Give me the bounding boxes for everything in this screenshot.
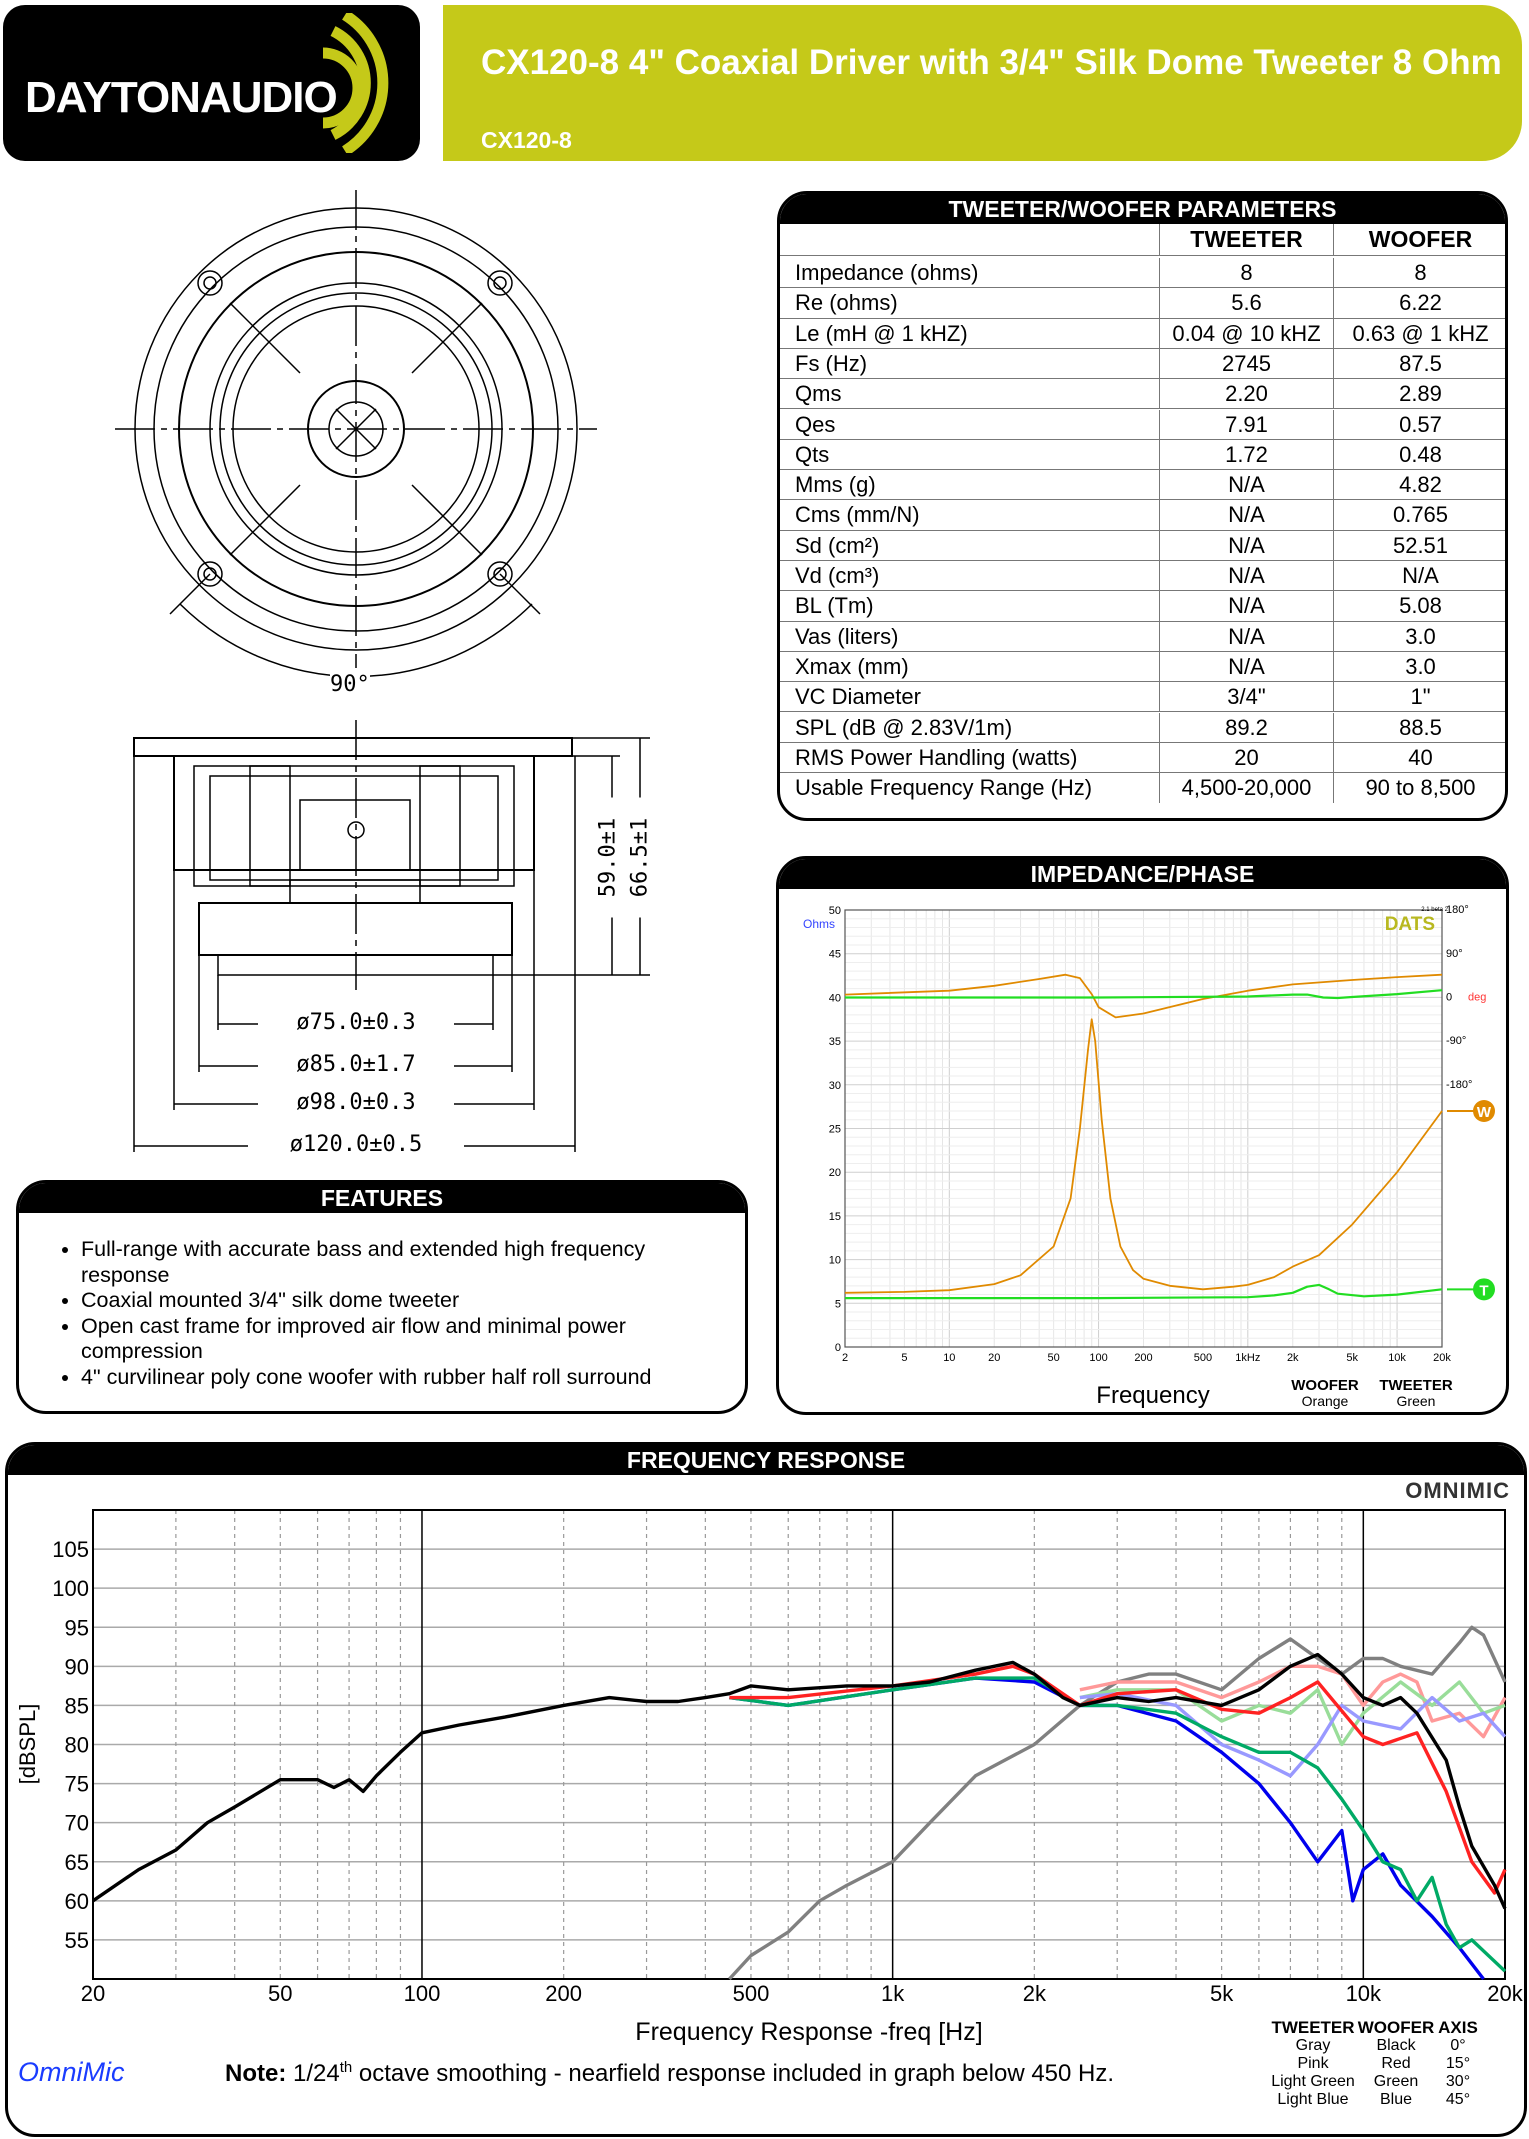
legend-header: AXIS <box>1438 2018 1478 2037</box>
features-title: FEATURES <box>19 1183 745 1213</box>
note-label: Note: <box>225 2060 287 2087</box>
tweeter-value: 8 <box>1159 258 1333 287</box>
tweeter-value: 5.6 <box>1159 288 1333 317</box>
y-tick-label: 30 <box>828 1079 841 1092</box>
woofer-value: 6.22 <box>1333 288 1507 317</box>
woofer-value: 0.57 <box>1333 410 1507 439</box>
parameter-row <box>780 682 1505 712</box>
parameter-row <box>780 440 1505 470</box>
x-tick-label: 500 <box>1193 1352 1213 1364</box>
legend-color-name: Green <box>1396 1393 1436 1409</box>
title-band <box>443 5 1522 161</box>
parameter-row <box>780 773 1505 803</box>
legend-cell: Light Green <box>1271 2073 1355 2090</box>
x-tick-label: 20k <box>1487 1981 1523 2006</box>
feature-item: • Coaxial mounted 3/4" silk dome tweeter <box>81 1288 721 1314</box>
legend-badge-letter: T <box>1479 1282 1489 1300</box>
y-tick-label: 95 <box>64 1615 89 1641</box>
feature-item: • 4" curvilinear poly cone woofer with rubber half roll surround <box>81 1365 721 1391</box>
tweeter-value: N/A <box>1159 652 1333 681</box>
y-tick-label: 25 <box>828 1123 841 1136</box>
model-number: CX120-8 <box>481 127 572 153</box>
legend-cell: Pink <box>1297 2055 1329 2072</box>
parameter-row <box>780 622 1505 652</box>
woofer-value: 88.5 <box>1333 713 1507 742</box>
y-tick-label: 75 <box>64 1771 89 1797</box>
tweeter-value: N/A <box>1159 622 1333 651</box>
tweeter-value: N/A <box>1159 561 1333 590</box>
smoothing-note <box>225 2059 1114 2088</box>
x-tick-label: 200 <box>1134 1352 1153 1364</box>
phase-tick-label: 90° <box>1446 947 1463 960</box>
tweeter-value: N/A <box>1159 591 1333 620</box>
features-panel <box>16 1180 748 1414</box>
legend-cell: Gray <box>1295 2037 1331 2054</box>
parameter-row <box>780 713 1505 743</box>
parameter-row <box>780 319 1505 349</box>
dimension-75: ø75.0±0.3 <box>258 1010 454 1035</box>
parameter-row <box>780 288 1505 318</box>
parameter-name: Impedance (ohms) <box>795 260 979 285</box>
legend-cell: Green <box>1373 2073 1419 2090</box>
woofer-value: 1" <box>1333 682 1507 711</box>
tweeter-value: 20 <box>1159 743 1333 772</box>
parameter-name: Cms (mm/N) <box>795 502 920 528</box>
height-dimension-66: 66.5±1 <box>628 798 653 918</box>
x-axis-label: Frequency Response -freq [Hz] <box>635 2018 983 2046</box>
x-tick-label: 200 <box>545 1981 583 2006</box>
y-tick-label: 5 <box>834 1298 841 1311</box>
tweeter-column-header: TWEETER <box>1159 224 1333 255</box>
y-axis-label: [dBSPL] <box>15 1703 40 1785</box>
x-tick-label: 50 <box>1047 1352 1060 1364</box>
woofer-value: 3.0 <box>1333 652 1507 681</box>
parameter-name: Qes <box>795 411 836 437</box>
woofer-value: 3.0 <box>1333 622 1507 651</box>
parameters-table <box>777 191 1508 821</box>
impedance-phase-panel <box>776 856 1509 1415</box>
x-tick-label: 1kHz <box>1235 1352 1261 1364</box>
x-tick-label: 10k <box>1388 1352 1406 1364</box>
legend-name: TWEETER <box>1379 1377 1453 1394</box>
x-tick-label: 100 <box>1089 1352 1108 1364</box>
x-tick-label: 20 <box>988 1352 1001 1364</box>
legend-color-name: Orange <box>1301 1393 1349 1409</box>
woofer-value: 8 <box>1333 258 1507 287</box>
impedance-chart <box>776 856 1509 1415</box>
sound-waves-icon <box>303 13 413 153</box>
parameter-name: Usable Frequency Range (Hz) <box>795 775 1093 801</box>
parameter-name: Le (mH @ 1 kHZ) <box>795 320 968 346</box>
x-axis-label: Frequency <box>1096 1382 1210 1409</box>
parameters-title: TWEETER/WOOFER PARAMETERS <box>780 194 1505 224</box>
tweeter-value: 0.04 @ 10 kHZ <box>1159 319 1333 348</box>
parameter-row <box>780 531 1505 561</box>
x-tick-label: 100 <box>403 1981 441 2006</box>
parameter-name: Qms <box>795 381 842 407</box>
legend-badge-letter: W <box>1476 1104 1492 1122</box>
woofer-value: 4.82 <box>1333 470 1507 499</box>
x-tick-label: 10 <box>943 1352 956 1364</box>
parameter-row <box>780 349 1505 379</box>
x-tick-label: 10k <box>1345 1981 1382 2006</box>
omnimic-software-label: OmniMic <box>18 2057 125 2087</box>
feature-item: • Open cast frame for improved air flow and minimal power compression <box>81 1314 721 1365</box>
y-tick-label: 20 <box>828 1167 841 1180</box>
parameter-name: Qts <box>795 441 830 467</box>
y-tick-label: 65 <box>64 1849 89 1875</box>
y-tick-label: 90 <box>64 1654 89 1680</box>
product-title: CX120-8 4" Coaxial Driver with 3/4" Silk Dome Tweeter 8 Ohm <box>481 43 1502 82</box>
tweeter-value: 3/4" <box>1159 682 1333 711</box>
legend-header: TWEETER <box>1271 2018 1355 2037</box>
dimension-85: ø85.0±1.7 <box>258 1052 454 1077</box>
y-tick-label: 100 <box>52 1576 89 1602</box>
x-tick-label: 1k <box>881 1981 905 2006</box>
y-tick-label: 85 <box>64 1693 89 1719</box>
dimension-98: ø98.0±0.3 <box>258 1090 454 1115</box>
tweeter-value: N/A <box>1159 531 1333 560</box>
x-tick-label: 20 <box>80 1981 106 2006</box>
tweeter-value: 2.20 <box>1159 379 1333 408</box>
y-tick-label: 45 <box>828 948 841 961</box>
parameter-row <box>780 743 1505 773</box>
parameter-row <box>780 410 1505 440</box>
version-label: 2.1 beta 2 <box>1421 907 1448 913</box>
phase-tick-label: 180° <box>1446 904 1469 917</box>
tweeter-value: N/A <box>1159 470 1333 499</box>
parameter-name: Xmax (mm) <box>795 653 909 679</box>
parameter-row <box>780 500 1505 530</box>
tweeter-value: 89.2 <box>1159 713 1333 742</box>
tweeter-value: 7.91 <box>1159 410 1333 439</box>
woofer-value: 0.63 @ 1 kHZ <box>1333 319 1507 348</box>
woofer-value: 0.765 <box>1333 500 1507 529</box>
parameter-row <box>780 379 1505 409</box>
legend-cell: Red <box>1381 2055 1411 2072</box>
dats-watermark: DATS <box>1384 914 1435 935</box>
parameter-name: Vd (cm³) <box>795 563 880 588</box>
parameter-name: Vas (liters) <box>795 623 899 649</box>
x-tick-label: 20k <box>1433 1352 1451 1364</box>
y-tick-label: 10 <box>828 1254 841 1267</box>
impedance-title: IMPEDANCE/PHASE <box>779 859 1506 889</box>
note-fraction: 1/24 <box>293 2060 340 2087</box>
legend-cell: Black <box>1376 2037 1416 2054</box>
x-tick-label: 5k <box>1210 1981 1234 2006</box>
parameter-row <box>780 470 1505 500</box>
series-line <box>729 1666 1505 1893</box>
parameter-name: SPL (dB @ 2.83V/1m) <box>795 714 1013 740</box>
legend-cell: 45° <box>1445 2091 1471 2108</box>
x-tick-label: 50 <box>268 1981 293 2006</box>
parameter-row <box>780 591 1505 621</box>
feature-item: • Full-range with accurate bass and extended high frequency response <box>81 1237 721 1288</box>
legend-cell: Light Blue <box>1277 2091 1349 2108</box>
phase-tick-label: -90° <box>1446 1035 1467 1048</box>
woofer-value: 2.89 <box>1333 379 1507 408</box>
legend-cell: 0° <box>1450 2037 1466 2054</box>
frequency-response-panel <box>5 1442 1527 2137</box>
woofer-value: 87.5 <box>1333 349 1507 378</box>
parameter-row <box>780 652 1505 682</box>
x-tick-label: 2 <box>841 1352 849 1364</box>
x-tick-label: 5k <box>1346 1352 1358 1364</box>
legend-cell: 30° <box>1445 2073 1471 2090</box>
parameter-name: BL (Tm) <box>795 593 874 619</box>
x-tick-label: 2k <box>1022 1981 1046 2006</box>
tweeter-value: N/A <box>1159 500 1333 529</box>
y-tick-label: 60 <box>64 1888 89 1914</box>
omnimic-logo: OMNIMIC <box>1405 1478 1510 1503</box>
y-tick-label: 55 <box>64 1927 89 1953</box>
y-tick-label: 35 <box>828 1036 841 1049</box>
woofer-column-header: WOOFER <box>1333 224 1507 255</box>
dimension-120: ø120.0±0.5 <box>248 1132 464 1157</box>
parameter-name: Re (ohms) <box>795 290 898 316</box>
parameter-name: VC Diameter <box>795 684 921 710</box>
y-tick-label: 80 <box>64 1732 89 1758</box>
tweeter-value: 4,500-20,000 <box>1159 773 1333 803</box>
y-tick-label: 105 <box>52 1537 89 1563</box>
phase-tick-label: -180° <box>1446 1078 1473 1091</box>
y-tick-label: 50 <box>828 905 841 917</box>
y-tick-label: 15 <box>828 1210 841 1223</box>
phase-tick-label: 0 <box>1446 991 1453 1004</box>
series-line <box>93 1655 1505 1909</box>
deg-axis-label: deg <box>1468 991 1487 1004</box>
y-tick-label: 70 <box>64 1810 89 1836</box>
parameter-name: Sd (cm²) <box>795 532 880 558</box>
woofer-value: 40 <box>1333 743 1507 772</box>
parameter-row <box>780 561 1505 591</box>
parameter-name: Mms (g) <box>795 472 876 498</box>
x-tick-label: 5 <box>901 1352 908 1364</box>
woofer-value: 52.51 <box>1333 531 1507 560</box>
tweeter-value: 2745 <box>1159 349 1333 378</box>
logo-text: DAYTONAUDIO <box>25 73 337 122</box>
woofer-value: N/A <box>1333 561 1507 590</box>
y-tick-label: 0 <box>834 1342 841 1354</box>
ohms-axis-label: Ohms <box>803 917 836 931</box>
frequency-response-title: FREQUENCY RESPONSE <box>8 1445 1524 1475</box>
woofer-value: 90 to 8,500 <box>1333 773 1507 803</box>
note-sup: th <box>339 2059 353 2076</box>
height-dimension-59: 59.0±1 <box>596 798 621 918</box>
woofer-value: 0.48 <box>1333 440 1507 469</box>
legend-header: WOOFER <box>1357 2018 1435 2037</box>
column-header-row <box>780 224 1505 256</box>
dayton-audio-logo <box>3 5 420 161</box>
x-tick-label: 500 <box>732 1981 770 2006</box>
parameter-row <box>780 258 1505 288</box>
woofer-value: 5.08 <box>1333 591 1507 620</box>
angle-dimension: 90° <box>330 672 370 697</box>
tweeter-value: 1.72 <box>1159 440 1333 469</box>
legend-name: WOOFER <box>1291 1377 1359 1394</box>
parameter-name: RMS Power Handling (watts) <box>795 744 1078 770</box>
parameter-name: Fs (Hz) <box>795 350 868 376</box>
y-tick-label: 40 <box>828 992 841 1005</box>
legend-cell: Blue <box>1379 2091 1413 2108</box>
x-tick-label: 2k <box>1286 1352 1299 1364</box>
legend-cell: 15° <box>1445 2055 1471 2072</box>
note-text: octave smoothing - nearfield response included in graph below 450 Hz. <box>358 2060 1115 2087</box>
